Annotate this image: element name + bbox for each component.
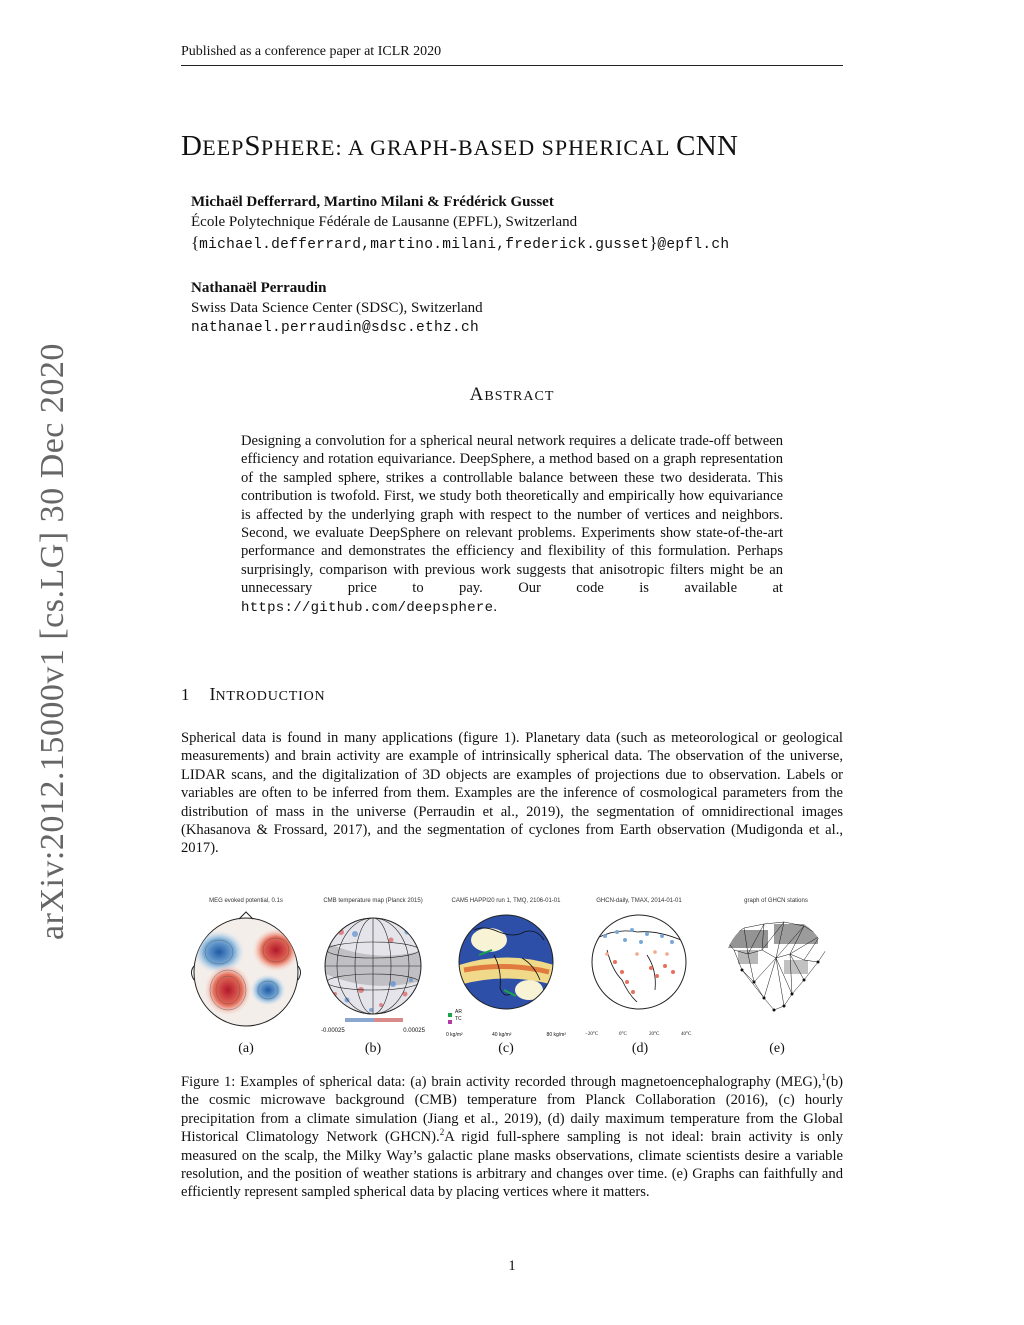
subfigure-label: (b) xyxy=(364,1041,382,1056)
panel-title: CMB temperature map (Planck 2015) xyxy=(323,898,423,904)
ghcn-temperature-plot xyxy=(577,910,701,1028)
title-part: EEP xyxy=(202,135,245,160)
section-number: 1 xyxy=(181,685,190,704)
title-part: D xyxy=(181,130,203,162)
figure-panel-d xyxy=(577,898,701,1037)
figure-panel-a xyxy=(184,898,308,1030)
section-heading xyxy=(181,684,325,705)
running-header: Published as a conference paper at ICLR 2020 xyxy=(181,44,442,59)
cbar-tick: 40°C xyxy=(681,1032,692,1037)
legend-tc: TC xyxy=(455,1016,462,1022)
heading-cap: A xyxy=(469,384,485,405)
author-block-2 xyxy=(191,280,483,336)
subfigure-label: (a) xyxy=(238,1041,254,1056)
figure-panel-e xyxy=(714,898,838,1030)
header-rule xyxy=(181,65,843,66)
title-part: S xyxy=(244,130,261,162)
footnote-mark[interactable]: 2 xyxy=(439,1127,445,1138)
cbar-max: 80 kg/m² xyxy=(546,1032,566,1038)
abstract-body: Designing a convolution for a spherical neural network requires a delicate trade-off between efficiency and rotation equivariance. DeepSphere, a method based on a graph representation of the sampled sphere, strikes a controllable balance between these two desiderata. This contribution is twofold. First, we study both theoretically and empirically how equivariance is affected by the underlying graph with respect to the number of vertices and neighbors. Second, we evaluate DeepSphere on relevant problems. Experiments show state-of-the-art performance and demonstrates the efficiency and flexibility of this formulation. Perhaps surprisingly, comparison with previous work suggests that anisotropic filters might be an unnecessary price to pay. Our code is available at https://github.com/deepsphere. xyxy=(241,433,783,616)
page-number: 1 xyxy=(508,1258,516,1274)
cbar-min: 0 kg/m² xyxy=(446,1032,463,1038)
subfigure-label: (d) xyxy=(631,1041,649,1056)
heading-rest: BSTRACT xyxy=(484,389,555,404)
panel-title: CAM5 HAPPI20 run 1, TMQ, 2106-01-01 xyxy=(451,898,561,904)
cbar-tick: −20°C xyxy=(585,1032,599,1037)
subfigure-label: (e) xyxy=(769,1041,785,1056)
title-part: PHERE xyxy=(260,135,336,160)
author-names: Michaël Defferrard, Martino Milani & Frédérick Gusset xyxy=(191,194,554,210)
heading-cap: I xyxy=(209,684,216,704)
cmb-sphere-plot xyxy=(311,910,435,1028)
cbar-tick: 20°C xyxy=(649,1032,660,1037)
arxiv-stamp: arXiv:2012.15000v1 [cs.LG] 30 Dec 2020 xyxy=(34,343,71,940)
code-link[interactable]: https://github.com/deepsphere xyxy=(241,599,494,616)
panel-title: graph of GHCN stations xyxy=(744,898,808,904)
cbar-min: -0.00025 xyxy=(321,1028,345,1034)
footnote-mark[interactable]: 1 xyxy=(821,1072,826,1083)
cbar-max: 0.00025 xyxy=(403,1028,425,1034)
title-part: CNN xyxy=(676,130,739,162)
paper-title xyxy=(181,130,738,163)
author-block-1 xyxy=(191,194,729,253)
heading-rest: NTRODUCTION xyxy=(215,689,326,704)
figure-panel-c xyxy=(444,898,568,1038)
email-list: michael.defferrard,martino.milani,frederick.gusset xyxy=(199,237,650,253)
legend-ar: AR xyxy=(455,1009,462,1015)
author-affiliation: Swiss Data Science Center (SDSC), Switzerland xyxy=(191,300,483,316)
cbar-mid: 40 kg/m² xyxy=(492,1032,512,1038)
meg-head-plot xyxy=(184,910,308,1028)
figure-caption: Figure 1: Examples of spherical data: (a) brain activity recorded through magnetoencephalography (MEG),$^1$(b) the cosmic microwave background (CMB) temperature from Planck Collaboration (2016), (c) hourly precipitation from a climate simulation (Jiang et al., 2019), (d) daily maximum temperature from the Global Historical Climatology Network (GHCN).$^2$A rigid full-sphere sampling is not ideal: brain activity is only measured on the scalp, the Milky Way’s galactic plane masks observations, climate scientists desire a variable resolution, and the position of weather stations is arbitrary and changes over time. (e) Graphs can faithfully and efficiently represent sampled spherical data by placing vertices where it matters. xyxy=(181,1072,844,1201)
cbar-tick: 0°C xyxy=(619,1032,627,1037)
panel-title: MEG evoked potential, 0.1s xyxy=(209,898,283,904)
panel-title: GHCN-daily, TMAX, 2014-01-01 xyxy=(596,898,682,904)
title-part: : A GRAPH-BASED SPHERICAL xyxy=(335,135,677,160)
climate-sphere-plot xyxy=(444,910,568,1028)
ghcn-graph-plot xyxy=(714,910,838,1028)
author-email: nathanael.perraudin@sdsc.ethz.ch xyxy=(191,320,480,336)
abstract-text: Designing a convolution for a spherical neural network requires a delicate trade-off between efficiency and rotation equivariance. DeepSphere, a method based on a graph representation of the sampled sphere, strikes a controllable balance between these two desiderata. This contribution is twofold. First, we study both theoretically and empirically how equivariance is affected by the underlying graph with respect to the number of vertices and neighbors. Second, we evaluate DeepSphere on relevant problems. Experiments show state-of-the-art performance and demonstrates the efficiency and flexibility of this formulation. Perhaps surprisingly, comparison with previous work suggests that anisotropic filters might be an unnecessary price to pay. Our code is available at xyxy=(241,433,783,597)
intro-paragraph: Spherical data is found in many applications (figure 1). Planetary data (such as meteorological or geological measurements) and brain activity are example of intrinsically spherical data. The observation of the universe, LIDAR scans, and the digitalization of 3D objects are examples of projections due to observation. Labels or variables are often to be inferred from them. Examples are the inference of cosmological parameters from the distribution of mass in the universe (Perraudin et al., 2019), the segmentation of omnidirectional images (Khasanova & Frossard, 2017), and the segmentation of cyclones from Earth observation (Mudigonda et al., 2017). xyxy=(181,730,843,857)
author-emails xyxy=(191,233,729,253)
abstract-heading xyxy=(0,384,1024,406)
brace: { xyxy=(191,233,200,252)
author-affiliation: École Polytechnique Fédérale de Lausanne (EPFL), Switzerland xyxy=(191,214,578,230)
subfigure-label: (c) xyxy=(498,1041,514,1056)
figure-panel-b xyxy=(311,898,435,1034)
brace: } xyxy=(649,233,658,252)
author-names: Nathanaël Perraudin xyxy=(191,280,327,296)
email-domain: @epfl.ch xyxy=(657,237,730,253)
